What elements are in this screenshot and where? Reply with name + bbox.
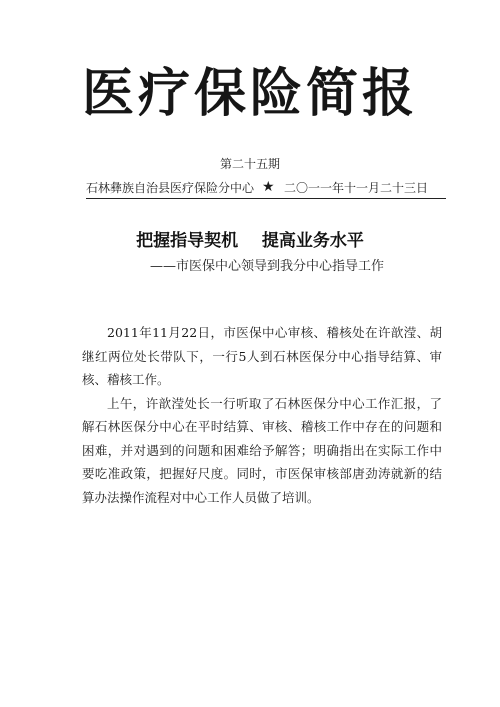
article-body xyxy=(82,321,442,509)
article-headline: 把握指导契机 提高业务水平 xyxy=(136,231,364,251)
star-icon: ★ xyxy=(262,179,275,195)
issue-number: 第二十五期 xyxy=(219,157,280,171)
article-paragraph: 2011年11月22日，市医保中心审核、稽核处在许歆滢、胡继红两位处长带队下，一行5人到石林医保分中心指导结算、审核、稽核工作。 xyxy=(82,325,442,387)
newsletter-masthead: 医疗保险简报 xyxy=(81,64,418,124)
issue-date: 二〇一一年十一月二十三日 xyxy=(284,181,429,195)
publisher-name: 石林彝族自治县医疗保险分中心 xyxy=(86,181,255,195)
article-paragraph: 上午，许歆滢处长一行听取了石林医保分中心工作汇报，了解石林医保分中心在平时结算、审核、稽核工作中存在的问题和困难，并对遇到的问题和困难给予解答；明确指出在实际工作中要吃准政策，把握好尺度。同时，市医保审核部唐劲涛就新的结算办法操作流程对中心工作人员做了培训。 xyxy=(82,395,442,505)
article-subhead: ——市医保中心领导到我分中心指导工作 xyxy=(150,259,385,274)
publisher-line xyxy=(86,180,446,199)
